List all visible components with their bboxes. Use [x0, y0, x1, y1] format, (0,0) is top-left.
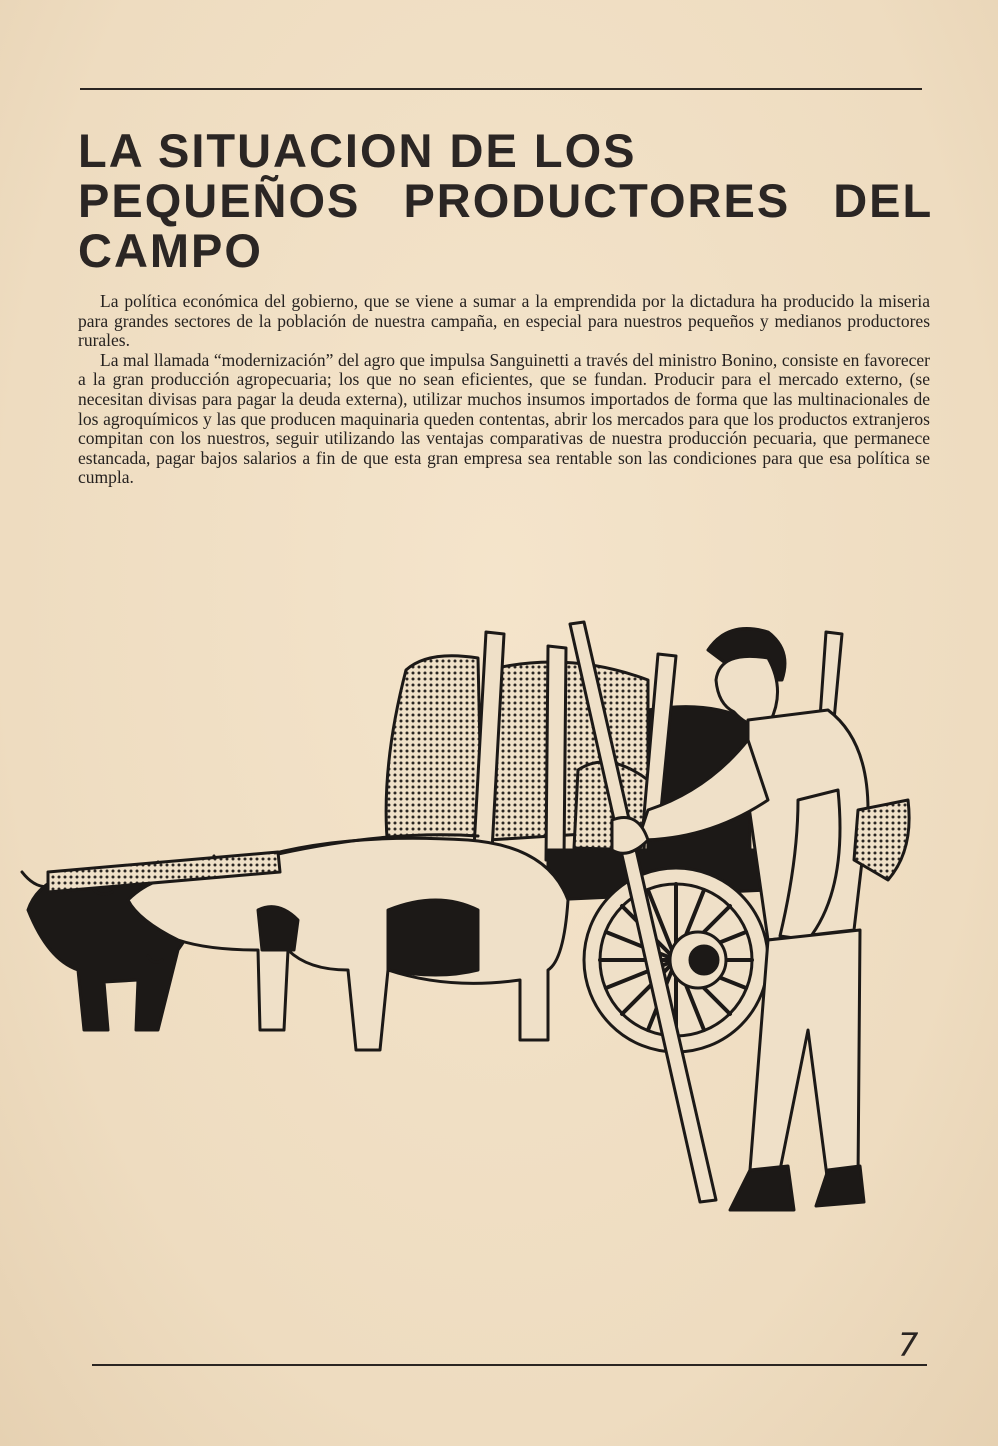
page-number: 7 [898, 1326, 919, 1364]
title-line-2: PEQUEÑOS PRODUCTORES DEL [78, 174, 934, 227]
paragraph-2: La mal llamada “modernización” del agro que impulsa Sanguinetti a través del ministro Bonino, consiste en favorecer a la gran producción agropecuaria; los que no sean eficientes, que se fundan. Producir para el mercado externo, (se necesitan divisas para pagar la deuda externa), utilizar muchos insumos importados de forma que las multinacionales de los agroquímicos y las que producen maquinaria queden contentas, abrir los mercados para que los productos extranjeros compitan con los nuestros, seguir utilizando las ventajas comparativas de nuestra producción pecuaria, que permanece estancada, pagar bajos salarios a fin de que esta gran empresa sea rentable son las condiciones para que esa política se cumpla. [78, 349, 930, 488]
article-body [78, 292, 930, 488]
top-rule [80, 88, 922, 90]
title-line-3: CAMPO [78, 224, 263, 277]
ox-cart-farmer-illustration [8, 610, 920, 1230]
bottom-rule [92, 1364, 927, 1366]
paragraph-1: La política económica del gobierno, que se viene a sumar a la emprendida por la dictadura ha producido la miseria para grandes sectores de la población de nuestra campaña, en especial para nuestros pequeños y medianos productores rurales. [78, 292, 930, 351]
page-title [78, 124, 934, 277]
title-line-1: LA SITUACION DE LOS [78, 124, 637, 177]
